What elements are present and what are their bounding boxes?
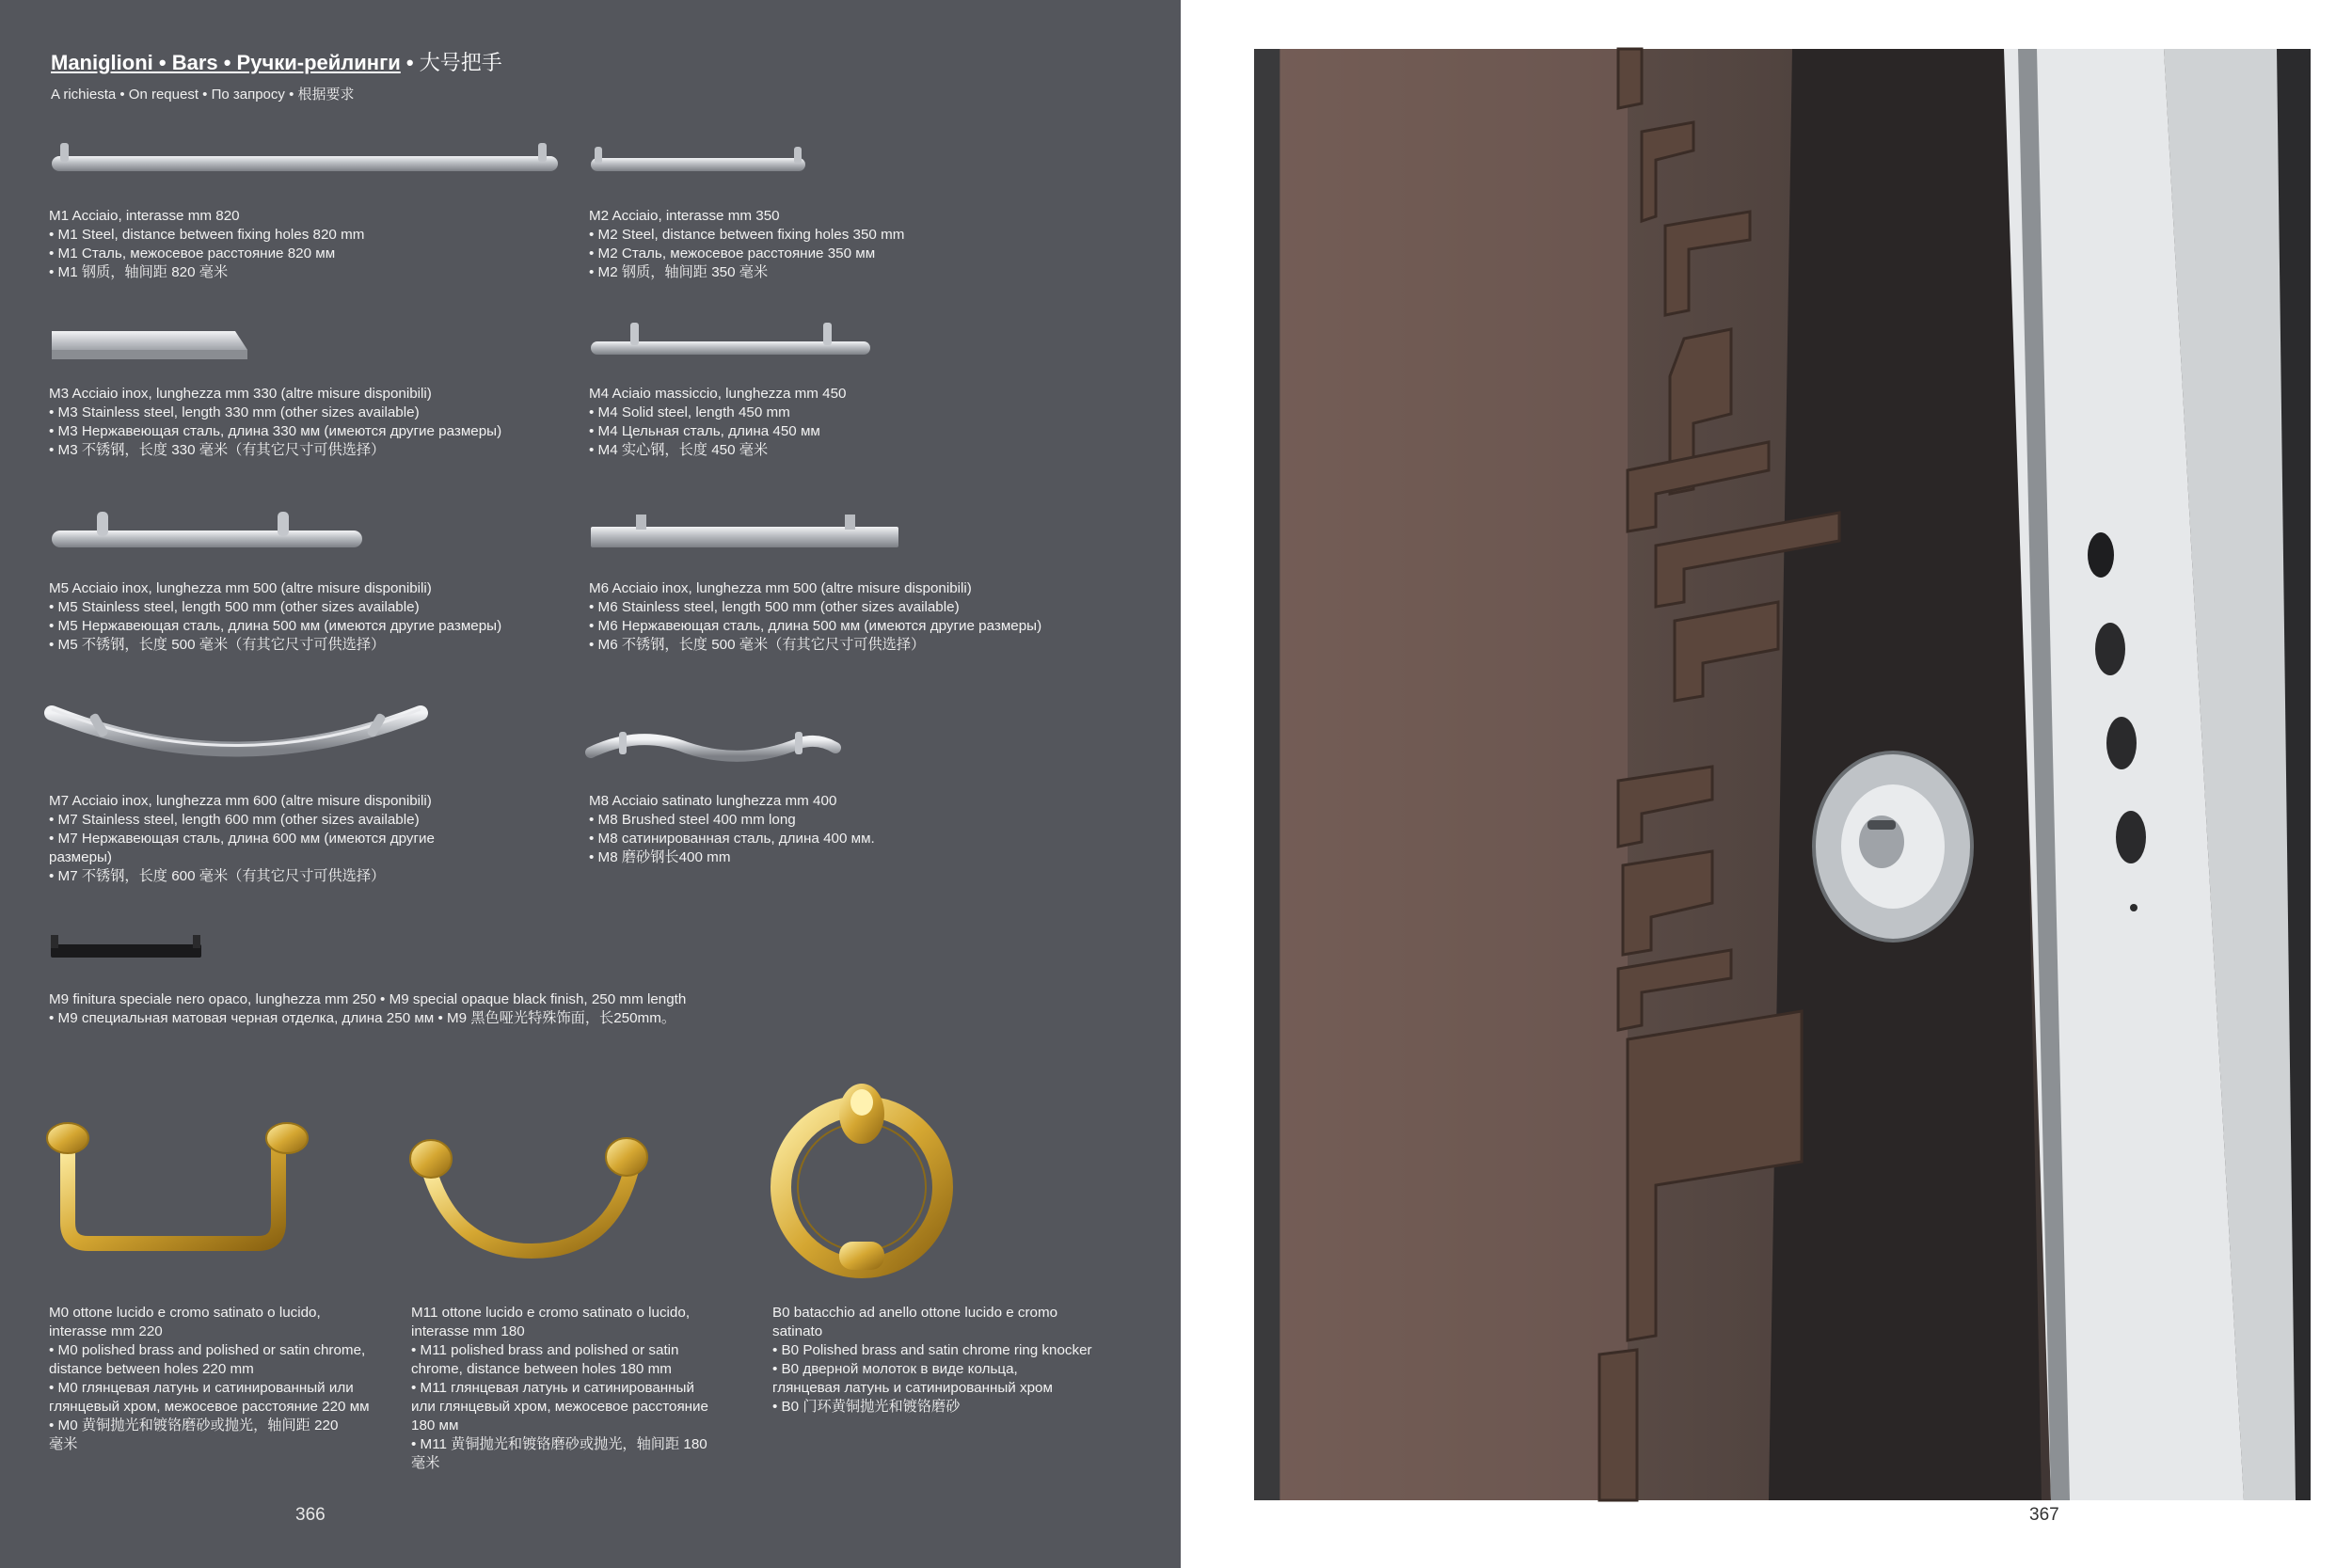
m8-bar-handle [591,732,835,756]
m2-bar-handle [591,147,805,171]
product-caption-m2: M2 Acciaio, interasse mm 350 • M2 Steel, distance between fixing holes 350 mm • M2 Сталь, межосевое расстояние 350 мм • M2 钢质，轴间距 350 毫米 [589,208,905,280]
page-number-right: 367 [2029,1505,2059,1525]
m4-bar-handle [591,323,870,355]
product-caption-m4: M4 Aciaio massiccio, lunghezza mm 450 • M4 Solid steel, length 450 mm • M4 Цельная сталь, длина 450 мм • M4 实心钢，长度 450 毫米 [589,386,847,458]
door-photo [1254,49,2311,1500]
product-caption-m9: M9 finitura speciale nero opaco, lunghezza mm 250 • M9 special opaque black finish, 250 mm length • M9 специальная матовая черная отделка, длина 250 мм • M9 黑色哑光特殊饰面，长250mm。 [49,991,687,1026]
product-caption-m6: M6 Acciaio inox, lunghezza mm 500 (altre misure disponibili) • M6 Stainless steel, length 500 mm (other sizes available) • M6 Нержавеющая сталь, длина 500 мм (имеются другие размеры) • M6 不锈钢，长度 500 毫米（有其它尺寸可供选择） [589,580,1042,653]
product-caption-m5: M5 Acciaio inox, lunghezza mm 500 (altre misure disponibili) • M5 Stainless steel, length 500 mm (other sizes available) • M5 Нержавеющая сталь, длина 500 мм (имеются другие размеры) • M5 不锈钢，长度 500 毫米（有其它尺寸可供选择） [49,580,502,653]
product-caption-m1: M1 Acciaio, interasse mm 820 • M1 Steel, distance between fixing holes 820 mm • M1 Сталь, межосевое расстояние 820 мм • M1 钢质，轴间距 820 毫米 [49,208,365,280]
m6-bar-handle [591,515,898,547]
product-caption-b0: B0 batacchio ad anello ottone lucido e cromo satinato • B0 Polished brass and satin chrome ring knocker • B0 дверной молоток в виде кольца, глянцевая латунь и сатинированный хром • B0 门环黄铜抛光和镀铬磨砂 [772,1305,1092,1415]
page-number-left: 366 [295,1505,326,1525]
m11-brass-handle [410,1138,647,1251]
product-caption-m7: M7 Acciaio inox, lunghezza mm 600 (altre misure disponibili) • M7 Stainless steel, length 600 mm (other sizes available) • M7 Нержавеющая сталь, длина 600 мм (имеются другие размеры) • M7 不锈钢，长度 600 毫米（有其它尺寸可供选择） [49,793,435,884]
product-caption-m8: M8 Acciaio satinato lunghezza mm 400 • M8 Brushed steel 400 mm long • M8 сатинированная сталь, длина 400 мм. • M8 磨砂钢长400 mm [589,793,875,865]
m5-bar-handle [52,512,362,547]
product-caption-m0: M0 ottone lucido e cromo satinato o lucido, interasse mm 220 • M0 polished brass and polished or satin chrome, distance between holes 220 mm • M0 глянцевая латунь и сатинированный или глянцевый хром, межосевое расстояние 220 мм • M0 黄铜抛光和镀铬磨砂或抛光，轴间距 220 毫米 [49,1305,370,1452]
m1-bar-handle [52,143,558,171]
b0-ring-knocker [781,1084,943,1270]
product-caption-m11: M11 ottone lucido e cromo satinato o lucido, interasse mm 180 • M11 polished brass and polished or satin chrome, distance between holes 180 mm • M11 глянцевая латунь и сатинированный или глянцевый хром, межосевое расстояние 180 мм • M11 黄铜抛光和镀铬磨砂或抛光，轴间距 180 毫米 [411,1305,708,1471]
m0-brass-handle [47,1123,308,1243]
m3-bar-handle [52,331,247,359]
page-subtitle: A richiesta • On request • По запросу • 根据要求 [51,87,355,103]
m9-bar-handle [51,935,201,958]
product-caption-m3: M3 Acciaio inox, lunghezza mm 330 (altre misure disponibili) • M3 Stainless steel, length 330 mm (other sizes available) • M3 Нержавеющая сталь, длина 330 мм (имеются другие размеры) • M3 不锈钢，长度 330 毫米（有其它尺寸可供选择） [49,386,502,458]
page-title: Maniglioni • Bars • Ручки-рейлинги • 大号把手 [51,51,502,74]
m7-bar-handle [52,709,421,750]
